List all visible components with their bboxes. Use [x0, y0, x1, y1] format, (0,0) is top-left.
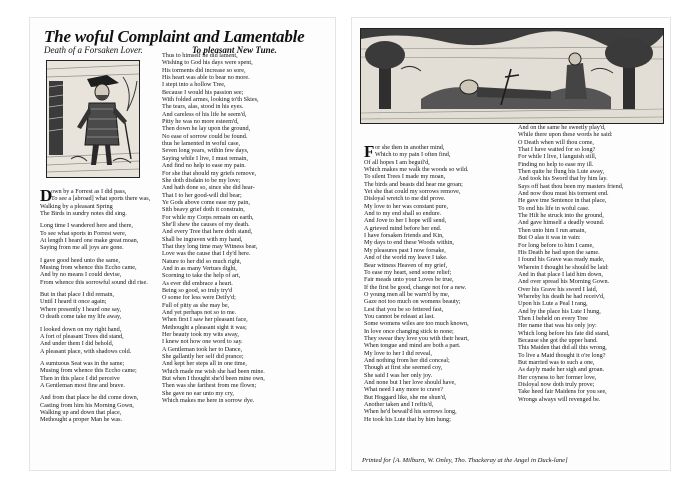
verse-line: Full of pitty as she may be,: [162, 301, 230, 309]
verse-line: O young men all be warn'd by me,: [364, 290, 450, 298]
verse-line: Fair meads unto your Loves be true,: [364, 276, 454, 284]
verse-line: No ease of sorrow could be found.: [162, 132, 248, 140]
verse-line: Saying while I live, I must remain,: [162, 154, 248, 162]
verse-line: Which makes me here in sorrow dye.: [162, 397, 255, 405]
verse-line: And by no means I could devise,: [40, 271, 122, 279]
verse-line: Though at first she seemed coy,: [364, 364, 443, 372]
verse-line: From whence this sorrowful sound did rise.: [40, 278, 148, 286]
tune-note: To pleasant New Tune.: [192, 45, 277, 55]
verse-line: Casting from him his Morning Gown,: [40, 401, 134, 409]
verse-line: Whereby his death he had receiv'd,: [518, 292, 605, 300]
right-column-2: [518, 124, 623, 403]
verse-line: That I to her good-will did bear;: [162, 191, 242, 199]
verse-line: Bear witness Heaven of my grief,: [364, 261, 448, 269]
verse-line: That I have waited for so long?: [518, 146, 596, 154]
verse-line: Methought a pleasant sight it was;: [162, 323, 247, 331]
verse-line: And careless of his life he seem'd,: [162, 110, 247, 118]
verse-line: Because she got the upper hand.: [518, 336, 598, 344]
verse-line: Yet she that could my sorrows remove,: [364, 188, 461, 196]
verse-line: If the first be good, change not for a new.: [364, 283, 467, 291]
verse-line: A grieved mind before her end.: [364, 224, 442, 232]
verse-line: You cannot be releast at last.: [364, 312, 435, 320]
verse-line: And every Tree that here doth stand,: [162, 228, 253, 236]
verse-line: To end his life in woful case.: [518, 204, 590, 212]
verse-line: What need I any more to crave?: [364, 386, 444, 394]
verse-line: And of the world my leave I take.: [364, 254, 448, 262]
verse-line: Another taken and I reftis'd,: [364, 401, 434, 409]
verse-line: Then I beheld on every Tree: [518, 314, 588, 322]
verse-line: Walking up and down that place,: [40, 408, 122, 416]
verse-line: Upon his Lute a Peal I rang,: [518, 300, 588, 308]
verse-line: O death come take my life away,: [40, 313, 122, 321]
verse-line: I have forsaken friends and Kin,: [364, 232, 444, 240]
verse-line: Her coyness to her former love,: [518, 373, 597, 381]
verse-line: Wishing to God his days were spent,: [162, 59, 253, 67]
verse-line: Ye Gods above come ease my pain,: [162, 198, 250, 206]
verse-line: Her beauty took my wits away,: [162, 331, 239, 339]
verse-line: She gave no ear unto my cry,: [162, 389, 234, 397]
verse-line: And now thou must his torment end.: [518, 190, 609, 198]
verse-line: As dayly made her sigh and groan.: [518, 366, 605, 374]
verse-line: And none but I her love should have,: [364, 379, 456, 386]
verse-line: A Gentleman took her to Dance,: [162, 345, 243, 353]
verse-line: Saying from me all joys are gone.: [40, 244, 124, 252]
verse-line: And gave himself a deadly wound.: [518, 219, 605, 227]
verse-line: I looked down on my right hand,: [40, 325, 122, 333]
verse-line: thus he lamented in woful case,: [162, 140, 241, 148]
verse-line: Musing from whence this Eccho came,: [40, 264, 137, 272]
right-column-1: [364, 144, 469, 423]
verse-line: Where presently I heard one say,: [40, 305, 122, 313]
drop-cap-d: D: [40, 186, 53, 205]
verse-line: And over spread his Morning Gown.: [518, 278, 610, 286]
verse-line: Because I would his passion see;: [162, 88, 244, 96]
verse-line: Seven long years, within few days,: [162, 147, 249, 155]
verse-line: And kept her steps all in one time,: [162, 360, 247, 368]
verse-line: She gallantly her self did prance;: [162, 353, 244, 361]
verse-line: Long time I wandered here and there,: [40, 222, 133, 230]
verse-line: They swear they love you with their heart,: [364, 334, 469, 342]
verse-line: Of all hopes I am beguil'd,: [364, 158, 430, 166]
verse-line: Then quite he flung his Lute away,: [518, 168, 605, 176]
verse-line: Then unto him I run amain,: [518, 226, 587, 234]
verse-line: And find no help to ease my pain.: [162, 162, 246, 170]
verse-line: To see a [abroad] what sports there was,: [51, 195, 151, 203]
verse-line: But Hoggard like, she me shun'd,: [364, 393, 447, 401]
verse-line: O some for less were Deify'd;: [162, 294, 236, 302]
left-column-1: [40, 188, 150, 424]
verse-line: When he'd bewail'd his sorrows long,: [364, 408, 457, 416]
verse-line: A sumtuous Seat was in the same;: [40, 359, 125, 367]
verse-line: I stept into a hollow Tree,: [162, 81, 226, 89]
verse-line: To live a Maid thought it o're long?: [518, 351, 606, 359]
verse-line: To see what sports in Forrest were,: [40, 229, 127, 237]
verse-line: When tongue and mind are both a part.: [364, 342, 461, 350]
verse-line: And yet perhaps not so to me.: [162, 309, 237, 317]
verse-line: Walking by a pleasant Spring: [40, 202, 113, 210]
verse-line: But when I thought she'd been mine own,: [162, 375, 265, 383]
printer-imprint: Printed for [A. Milburn, W. Onley, Tho. Thackeray at the Angel in Duck-lane]: [362, 457, 568, 464]
verse-line: And Jove to her I hope will send,: [364, 217, 447, 225]
verse-line: But O alas it was in vain:: [518, 234, 581, 242]
woodcut-death-scene-illustration: [360, 28, 664, 124]
verse-line: or she then in another mind,: [375, 144, 445, 151]
verse-line: Musing from whence this Eccho came;: [40, 367, 137, 375]
verse-line: This Maiden that did all this wrong,: [518, 344, 607, 352]
verse-line: But married was to such a one,: [518, 359, 595, 366]
verse-line: A fort of pleasant Trees did stand,: [40, 332, 124, 340]
verse-line: Until I heard it once again;: [40, 298, 107, 306]
verse-line: To ease my heart, send some relief;: [364, 268, 452, 276]
verse-line: His Death he had upon the same.: [518, 248, 600, 256]
drop-cap-f: F: [364, 142, 375, 161]
verse-line: O Death when will thou come,: [518, 138, 594, 146]
verse-line: Finding no help to ease my ill.: [518, 160, 594, 168]
verse-line: Thus to himself he did lament,: [162, 52, 238, 59]
verse-line: And in that place I laid him down,: [518, 270, 603, 278]
verse-line: Then in this place I did perceive: [40, 374, 120, 382]
verse-line: For she that should my griefs remove,: [162, 169, 256, 177]
verse-line: For while I live, I languish still,: [518, 153, 597, 161]
verse-line: I found his Grave was ready made,: [518, 256, 605, 264]
verse-line: Methought a proper Man he was.: [40, 416, 123, 424]
verse-line: And from that place he did come down,: [40, 394, 139, 402]
verse-line: My love to her was constant pure,: [364, 202, 449, 210]
verse-line: Which to my pain I often find,: [375, 151, 451, 159]
verse-line: For while my Corps remain on earth,: [162, 213, 254, 221]
verse-line: And in as many Vertues dight,: [162, 264, 237, 272]
verse-line: With folded armes, looking to'th Skies,: [162, 96, 259, 104]
verse-line: Which made me wish she had been mine.: [162, 367, 265, 375]
verse-line: And under them I did behold,: [40, 340, 114, 348]
verse-line: Love was the cause that I dy'd here.: [162, 250, 251, 258]
verse-line: And by the place his Lute I hung,: [518, 307, 601, 315]
verse-line: She'll shew the causes of my death.: [162, 220, 250, 228]
verse-line: My pleasures past I now forsake,: [364, 246, 446, 254]
verse-line: And on the same he sweetly play'd,: [518, 124, 606, 131]
verse-line: Says off hast thou been my masters friend,: [518, 182, 624, 190]
verse-line: He gave tme Sentence in that place,: [518, 197, 607, 205]
verse-line: Disloyal now doth truly prove;: [518, 381, 595, 389]
verse-line: Scorning to take the help of art,: [162, 272, 241, 280]
left-page: [30, 18, 335, 470]
verse-line: Lest that you be so fettered fast,: [364, 305, 444, 313]
left-column-2: [162, 52, 265, 405]
verse-line: Which makes me walk the woods so wild.: [364, 166, 469, 174]
verse-line: I gave good heed unto the same,: [40, 256, 120, 264]
verse-line: He took his Lute that by him hung;: [364, 415, 451, 423]
verse-line: To silent Trees I made my moan,: [364, 173, 446, 181]
verse-line: At length I heard one make great moan,: [40, 237, 139, 245]
verse-line: Pitty he was no more esteem'd,: [162, 118, 239, 126]
verse-line: I knew not how one word to say.: [162, 338, 243, 346]
verse-line: When first I saw her pleasant face,: [162, 316, 248, 324]
verse-line: She doth disdain to be my love;: [162, 176, 241, 184]
verse-line: She said I was her only joy.: [364, 371, 433, 379]
verse-line: Wrongs always will revenged be.: [518, 395, 601, 403]
right-page: [352, 18, 670, 470]
verse-line: Which long before his fate did stand,: [518, 329, 610, 337]
verse-line: As ever did embrace a heart.: [162, 279, 233, 287]
woodcut-gentleman-illustration: [46, 60, 140, 178]
verse-line: Some womens wiles are too much known,: [364, 320, 469, 328]
verse-line: But in that place I did remain,: [40, 291, 115, 299]
verse-line: Then was she farthest from me flown;: [162, 382, 257, 390]
verse-line: own by a Forrest as I did pass,: [51, 188, 127, 195]
verse-line: And nothing from her did conceal;: [364, 356, 450, 364]
verse-line: Shall be ingraven with my hand,: [162, 235, 243, 243]
verse-line: The Hilt he struck into the ground,: [518, 212, 604, 220]
verse-line: My love to her I did reveal,: [364, 349, 432, 357]
verse-line: My days to end these Woods within,: [364, 239, 454, 247]
ballad-title: The woful Complaint and Lamentable: [44, 27, 305, 46]
verse-line: Wherein I thought he should be laid:: [518, 263, 609, 271]
verse-line: Then down he lay upon the ground,: [162, 125, 251, 133]
verse-line: His heart was able to bear no more.: [162, 74, 250, 82]
verse-line: Over his Grave his sword I laid,: [518, 285, 598, 293]
verse-line: His torments did increase so sore,: [162, 66, 246, 74]
verse-line: A Gentleman most fine and brave.: [40, 381, 125, 389]
verse-line: That they long time may Witness bear,: [162, 242, 258, 250]
verse-line: For long before to him I came,: [518, 241, 594, 249]
verse-line: The tears, alas, stood in his eyes.: [162, 103, 244, 111]
verse-line: Her name that was his only joy:: [518, 322, 597, 330]
verse-line: While there upon these words he said:: [518, 131, 613, 139]
verse-line: A pleasant place, with shadows cold.: [40, 347, 132, 355]
verse-line: Being so good, so truly try'd: [162, 287, 233, 294]
verse-line: Sith beavy grief doth it constrain,: [162, 206, 245, 214]
verse-line: Gaze not too much on womens beauty;: [364, 298, 461, 306]
verse-line: And hath done so, since she did hear-: [162, 184, 255, 192]
verse-line: And took his Sword that by him lay.: [518, 175, 608, 183]
verse-line: The birds and beasts did hear me groan;: [364, 180, 463, 188]
verse-line: The Birds in sundry notes did sing.: [40, 210, 127, 218]
verse-line: And to my end shall so endure.: [364, 210, 442, 218]
verse-line: In love once changing stick to none;: [364, 327, 454, 335]
ballad-subtitle: Death of a Forsaken Lover.: [44, 45, 143, 55]
verse-line: Disloyal wretch to me did prove.: [364, 195, 446, 203]
verse-line: Nature to her did so much right,: [162, 257, 242, 265]
verse-line: Take heed fair Maidens for you see,: [518, 388, 607, 396]
